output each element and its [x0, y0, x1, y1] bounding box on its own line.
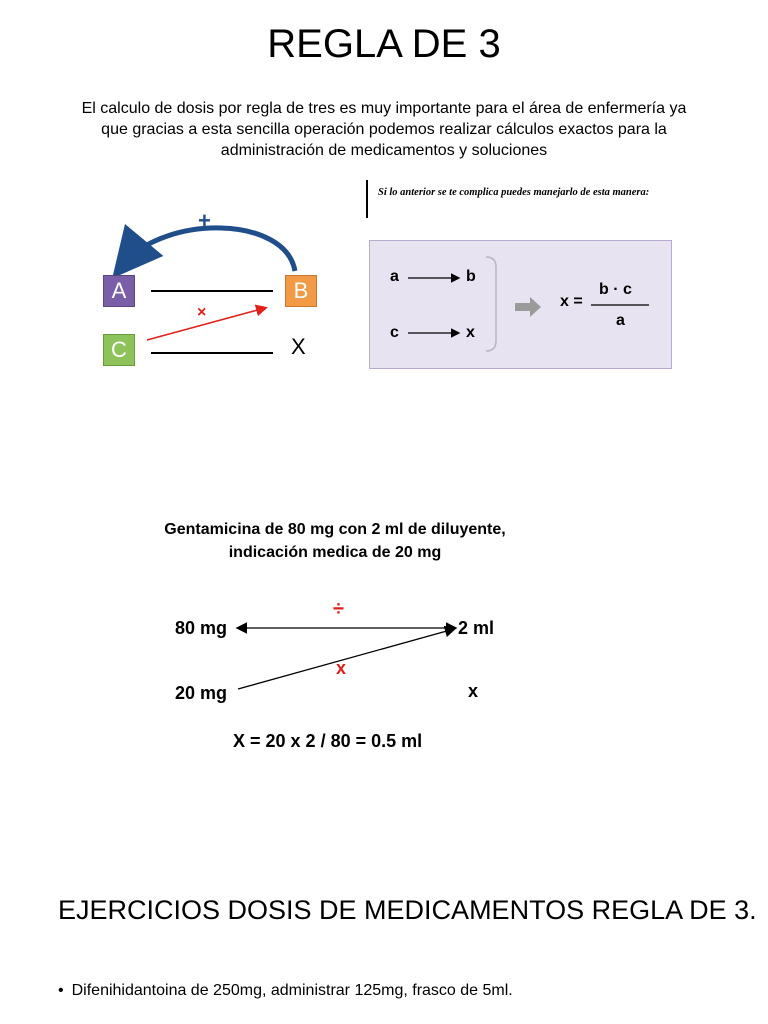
formula-numerator: b · c: [599, 281, 632, 298]
divide-sign: ÷: [333, 598, 344, 620]
box-c: C: [103, 334, 135, 366]
formula-panel: [369, 240, 672, 369]
formula-c: c: [390, 324, 399, 341]
example-title-line2: indicación medica de 20 mg: [228, 544, 442, 561]
curved-arrow: [125, 228, 295, 271]
example-title: [100, 518, 570, 564]
formula-x: x: [466, 324, 475, 341]
note-divider: [366, 180, 368, 218]
gray-arrow: [515, 297, 541, 317]
exercises-heading: EJERCICIOS DOSIS DE MEDICAMENTOS REGLA DE 3.: [58, 895, 757, 925]
box-a: A: [103, 275, 135, 307]
example-x: x: [468, 681, 479, 701]
example-arrows: [230, 610, 470, 700]
multiply-sign: ×: [197, 304, 207, 321]
example-20mg: 20 mg: [175, 683, 228, 703]
example-2ml: 2 ml: [458, 618, 495, 638]
formula-arrows: [370, 241, 670, 367]
plus-sign: +: [198, 208, 211, 233]
page-title: REGLA DE 3: [267, 22, 501, 66]
formula-denominator: a: [616, 312, 625, 329]
note-text: Si lo anterior se te complica puedes manejarlo de esta manera:: [378, 187, 650, 198]
exercise-text: Difenihidantoina de 250mg, administrar 125mg, frasco de 5ml.: [71, 982, 513, 999]
example-multiply-sign: x: [336, 658, 347, 678]
formula-result-lhs: x =: [560, 293, 583, 310]
list-item: [58, 982, 513, 1000]
formula-a: a: [390, 268, 399, 285]
formula-b: b: [466, 268, 476, 285]
bullet-icon: •: [58, 982, 64, 999]
example-80mg: 80 mg: [175, 618, 228, 638]
unknown-x: X: [291, 334, 306, 359]
example-result: X = 20 x 2 / 80 = 0.5 ml: [233, 731, 423, 751]
intro-paragraph: El calculo de dosis por regla de tres es muy importante para el área de enfermería ya que gracias a esta sencilla operación podemos realizar cálculos exactos para la administración de medicamentos y soluciones: [81, 100, 687, 159]
box-b: B: [285, 275, 317, 307]
example-title-line1: Gentamicina de 80 mg con 2 ml de diluyente,: [164, 521, 506, 538]
